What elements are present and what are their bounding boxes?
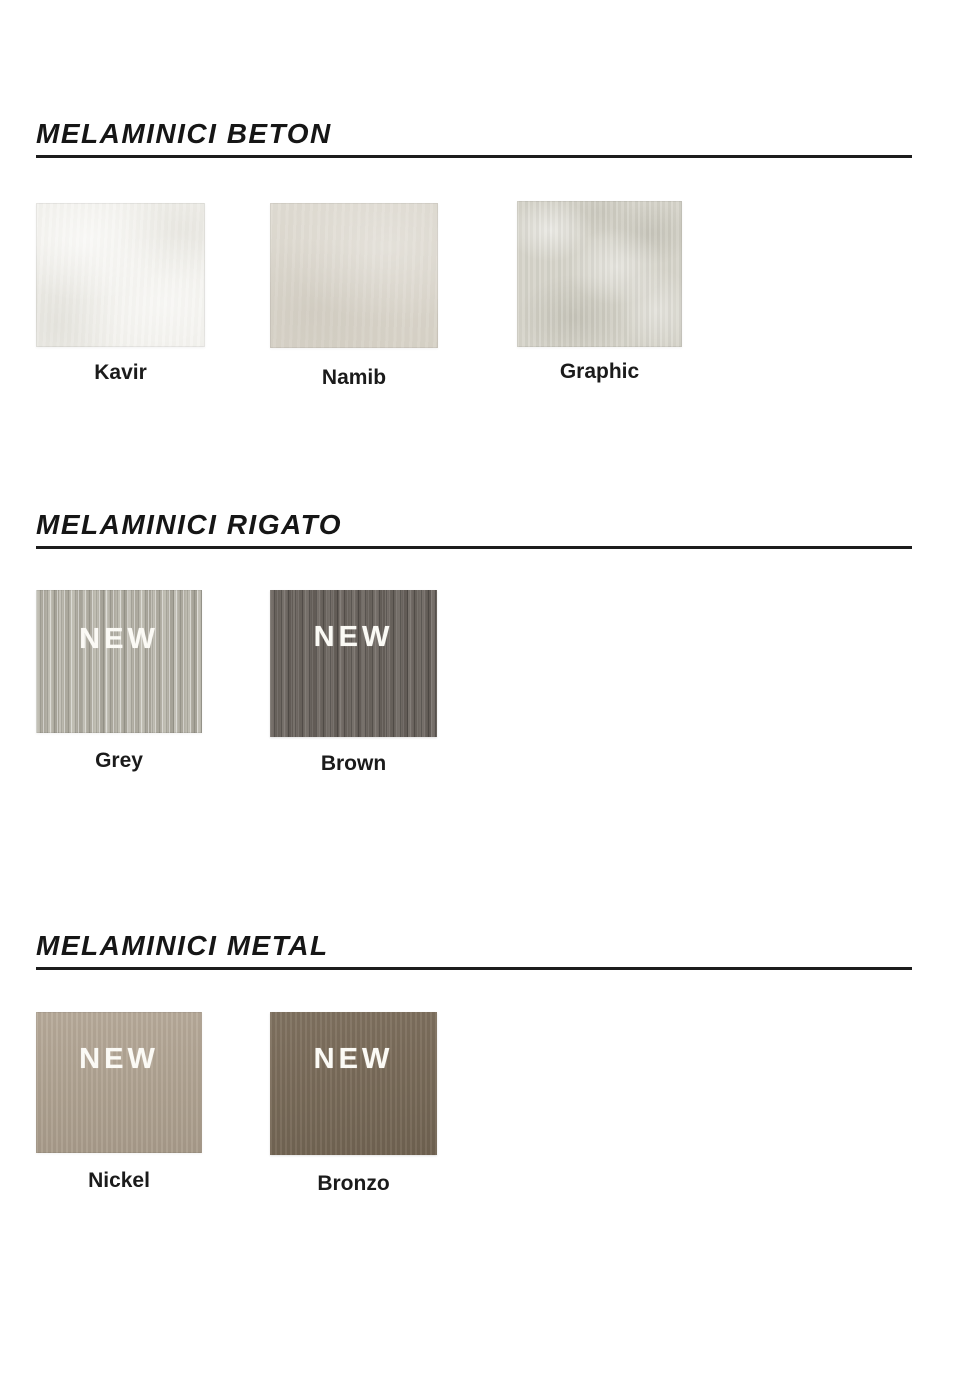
swatch-label-grey: Grey <box>95 749 143 772</box>
swatch-label-namib: Namib <box>321 366 387 389</box>
swatch-label-nickel: Nickel <box>88 1169 150 1192</box>
section-title-melaminici-metal: MELAMINICI METAL <box>36 931 912 970</box>
swatch-label-graphic: Graphic <box>559 360 640 383</box>
section-title-melaminici-rigato: MELAMINICI RIGATO <box>36 510 912 549</box>
new-badge: NEW <box>79 623 159 655</box>
swatch-label-bronzo: Bronzo <box>317 1172 390 1195</box>
swatch-brown <box>270 590 437 775</box>
section-title-melaminici-beton: MELAMINICI BETON <box>36 119 912 158</box>
swatch-label-kavir: Kavir <box>94 361 147 384</box>
swatch-bronzo <box>270 1012 437 1195</box>
swatch-kavir <box>36 203 205 384</box>
new-badge: NEW <box>313 621 394 653</box>
new-badge: NEW <box>313 1043 394 1075</box>
swatch-namib <box>270 203 438 389</box>
swatch-label-brown: Brown <box>320 752 387 775</box>
swatch-nickel <box>36 1012 202 1192</box>
swatch-grey <box>36 590 202 772</box>
new-badge: NEW <box>79 1043 159 1075</box>
swatch-graphic <box>517 201 682 383</box>
